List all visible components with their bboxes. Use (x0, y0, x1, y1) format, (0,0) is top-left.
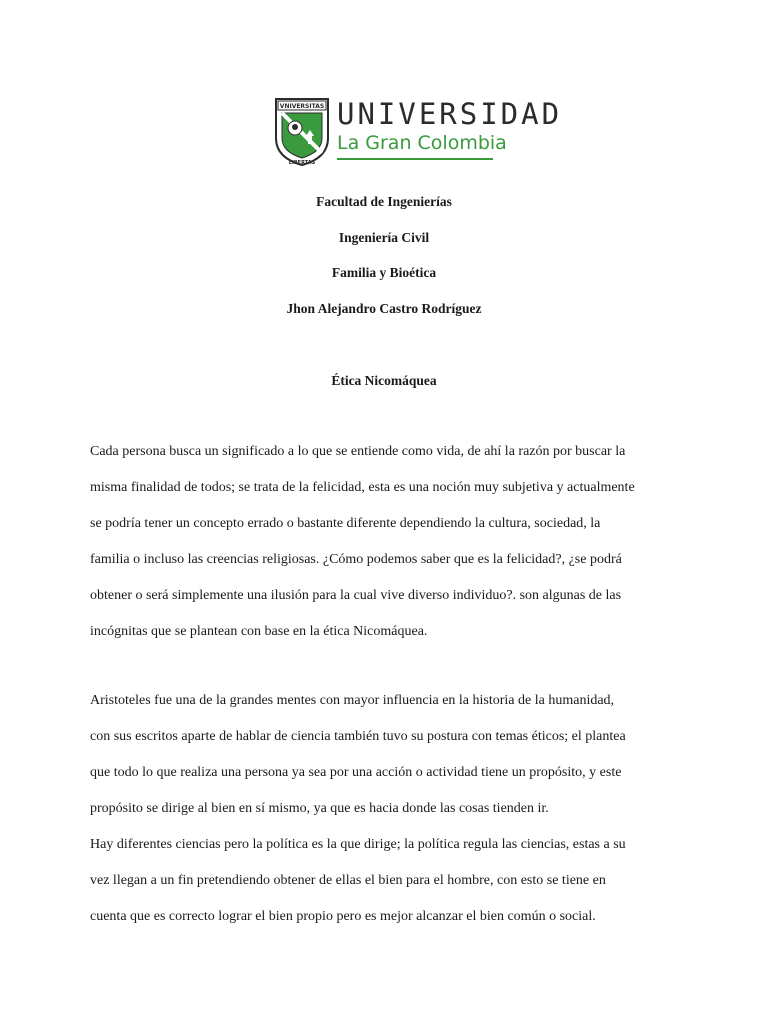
paragraph-line: incógnitas que se plantean con base en la ética Nicomáquea. (90, 624, 428, 639)
paragraph-line: familia o incluso las creencias religiosas. ¿Cómo podemos saber que es la felicidad?, ¿se podrá (90, 552, 622, 567)
paragraph-line: que todo lo que realiza una persona ya sea por una acción o actividad tiene un propósito, y este (90, 765, 622, 780)
program-heading: Ingeniería Civil (338, 230, 430, 245)
document-title: Ética Nicomáquea (331, 373, 437, 388)
logo-underline (337, 158, 493, 160)
paragraph-line: misma finalidad de todos; se trata de la felicidad, esta es una noción muy subjetiva y actualmente (90, 480, 635, 495)
paragraph-2 (90, 692, 690, 944)
paragraph-line: vez llegan a un fin pretendiendo obtener de ellas el bien para el hombre, con esto se tiene en (90, 873, 606, 888)
shield-bottom-text: LIBERTAS (288, 160, 316, 166)
paragraph-line: cuenta que es correcto lograr el bien propio pero es mejor alcanzar el bien común o social. (90, 909, 596, 924)
paragraph-line: Cada persona busca un significado a lo que se entiende como vida, de ahí la razón por buscar la (90, 444, 626, 459)
author-heading: Jhon Alejandro Castro Rodríguez (286, 301, 482, 316)
shield-top-text: VNIVERSITAS (279, 103, 325, 110)
paragraph-1 (90, 443, 690, 659)
paragraph-line: Aristoteles fue una de la grandes mentes con mayor influencia en la historia de la humanidad, (90, 693, 615, 708)
university-shield-icon (275, 98, 329, 166)
paragraph-line: se podría tener un concepto errado o bastante diferente dependiendo la cultura, sociedad, la (90, 516, 601, 531)
paragraph-line: obtener o será simplemente una ilusión para la cual vive diverso individuo?. son algunas de las (90, 588, 622, 603)
university-logo (275, 97, 563, 168)
paragraph-line: propósito se dirige al bien en sí mismo, ya que es hacia donde las cosas tienden ir. (90, 801, 549, 816)
logo-wordmark-bottom: La Gran Colombia (337, 132, 507, 154)
faculty-heading: Facultad de Ingenierías (316, 194, 452, 209)
paragraph-line: Hay diferentes ciencias pero la política es la que dirige; la política regula las ciencias, estas a su (90, 837, 626, 852)
course-heading: Familia y Bioética (331, 265, 437, 280)
logo-wordmark-top: UNIVERSIDAD (337, 97, 563, 131)
paragraph-line: con sus escritos aparte de hablar de ciencia también tuvo su postura con temas éticos; el plantea (90, 729, 626, 744)
